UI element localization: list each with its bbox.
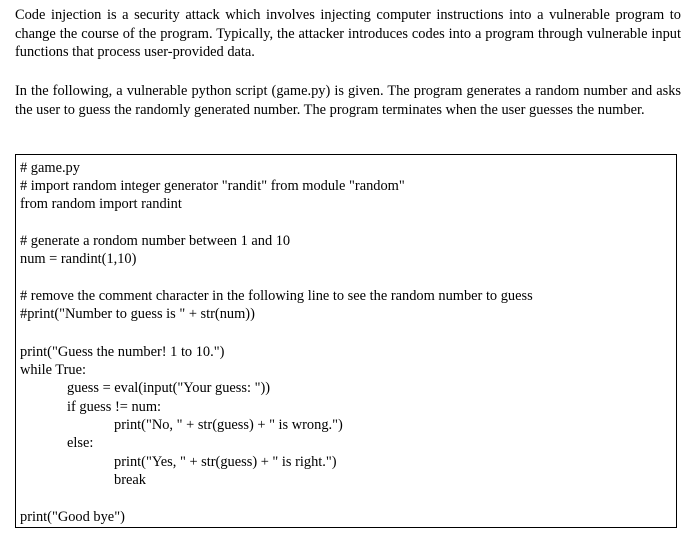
code-line-5: num = randint(1,10) bbox=[20, 251, 137, 267]
code-line-9: while True: bbox=[20, 362, 86, 378]
code-line-16: print("Good bye") bbox=[20, 509, 125, 525]
code-line-12: print("No, " + str(guess) + " is wrong.") bbox=[114, 417, 343, 433]
code-line-15: break bbox=[114, 472, 146, 488]
code-line-8: print("Guess the number! 1 to 10.") bbox=[20, 344, 225, 360]
code-line-4: # generate a rondom number between 1 and 10 bbox=[20, 233, 291, 249]
code-line-7: #print("Number to guess is " + str(num)) bbox=[20, 306, 255, 322]
code-line-11: if guess != num: bbox=[67, 399, 162, 415]
intro-paragraph-game-script: In the following, a vulnerable python script (game.py) is given. The program generates a random number and asks the user to guess the randomly generated number. The program terminates when the user guesses the number. bbox=[15, 83, 681, 118]
code-line-3: from random import randint bbox=[20, 196, 182, 212]
code-line-6: # remove the comment character in the following line to see the random number to guess bbox=[20, 288, 533, 304]
code-line-1: # game.py bbox=[20, 160, 80, 176]
code-line-13: else: bbox=[67, 435, 94, 451]
intro-paragraph-code-injection: Code injection is a security attack which involves injecting computer instructions into a vulnerable program to change the course of the program. Typically, the attacker introduces codes into a program through vulnerable input functions that process user-provided data. bbox=[15, 7, 681, 60]
code-line-14: print("Yes, " + str(guess) + " is right.") bbox=[114, 454, 337, 470]
code-line-2: # import random integer generator "randit" from module "random" bbox=[20, 178, 405, 194]
code-line-10: guess = eval(input("Your guess: ")) bbox=[67, 380, 271, 396]
code-listing-box bbox=[15, 154, 677, 528]
